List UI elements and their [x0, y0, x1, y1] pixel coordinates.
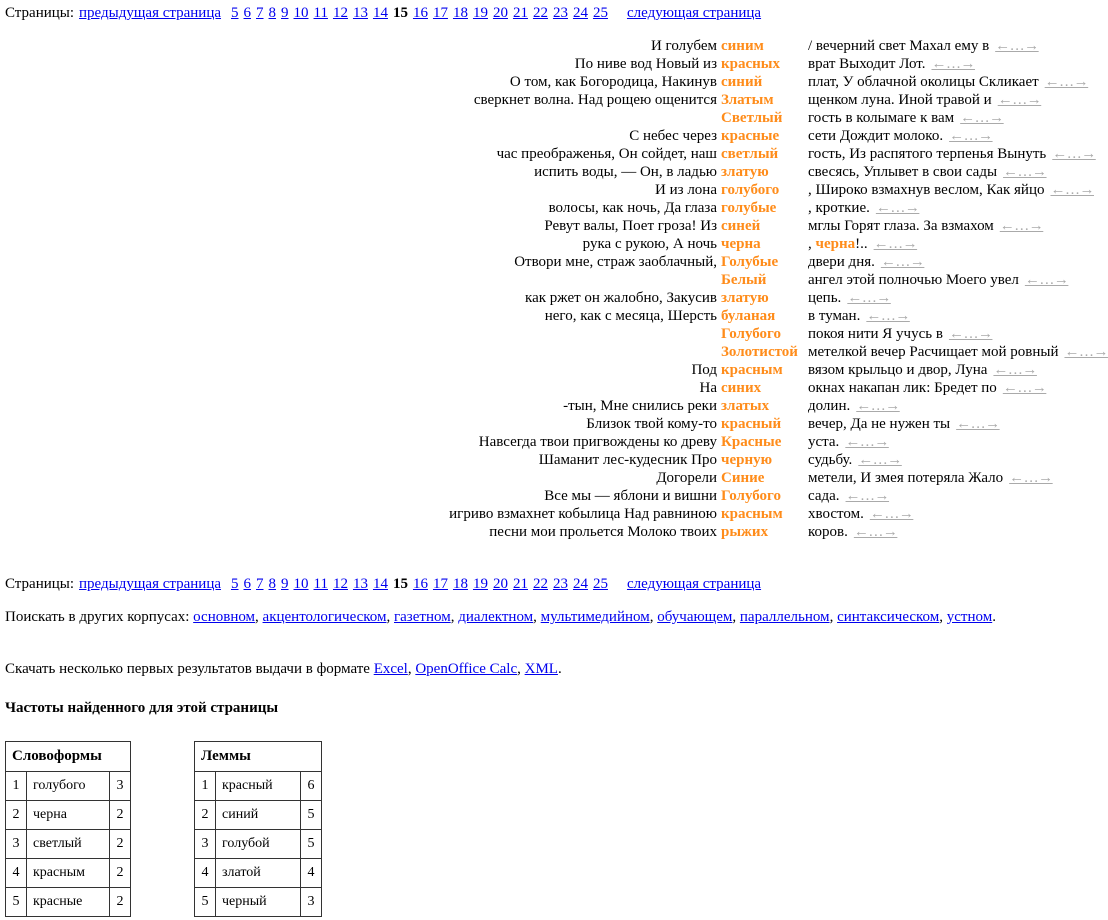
page-link-7[interactable]: 7	[256, 5, 264, 21]
right-context: свесясь, Уплывет в свои сады ←…→	[808, 164, 1047, 180]
download-format-link[interactable]: OpenOffice Calc	[415, 661, 518, 677]
expand-context-link[interactable]: ←…→	[845, 434, 889, 450]
left-context: Близок твой кому-то	[586, 416, 717, 432]
kwic-row	[0, 217, 1079, 235]
right-context: цепь. ←…→	[808, 290, 891, 306]
page-link-12[interactable]: 12	[332, 5, 348, 21]
count-cell: 6	[301, 772, 322, 801]
page-link-10[interactable]: 10	[293, 5, 309, 21]
frequency-title: Частоты найденного для этой страницы	[5, 700, 279, 716]
expand-context-link[interactable]: ←…→	[948, 326, 993, 342]
expand-context-link[interactable]: ←…→	[875, 200, 920, 216]
expand-context-link[interactable]: ←…→	[1003, 164, 1047, 180]
page-link-19[interactable]: 19	[472, 5, 488, 21]
keyword: златую	[721, 164, 769, 180]
right-context: двери дня. ←…→	[808, 254, 925, 270]
right-context: , черна!.. ←…→	[808, 236, 918, 252]
expand-context-link[interactable]: ←…→	[931, 56, 975, 72]
expand-context-link[interactable]: ←…→	[993, 362, 1037, 378]
kwic-row	[0, 181, 1094, 199]
other-corpora-label: Поискать в других корпусах:	[5, 609, 190, 625]
word-cell: светлый	[27, 830, 110, 859]
expand-context-link[interactable]: ←…→	[949, 128, 993, 144]
rank-cell: 2	[195, 801, 216, 830]
pager-label: Страницы:	[5, 5, 75, 21]
keyword: Голубые	[721, 254, 779, 270]
expand-context-link[interactable]: ←…→	[1064, 344, 1108, 360]
table-row	[6, 859, 131, 888]
table-row	[6, 772, 131, 801]
right-context: судьбу. ←…→	[808, 452, 902, 468]
page-link-6[interactable]: 6	[243, 5, 252, 21]
expand-context-link[interactable]: ←…→	[1002, 380, 1047, 396]
table-row	[6, 801, 131, 830]
rank-cell: 3	[195, 830, 216, 859]
keyword: красный	[721, 416, 782, 432]
kwic-row	[0, 199, 1079, 217]
keyword: красным	[721, 362, 783, 378]
expand-context-link[interactable]: ←…→	[873, 236, 918, 252]
left-context: И из лона	[655, 182, 717, 198]
page-link-10[interactable]: 10	[293, 576, 309, 592]
kwic-row	[0, 109, 1079, 127]
right-context: коров. ←…→	[808, 524, 898, 540]
right-context: уста. ←…→	[808, 434, 889, 450]
expand-context-link[interactable]: ←…→	[880, 254, 925, 270]
page-link-24[interactable]: 24	[572, 576, 588, 592]
word-cell: синий	[216, 801, 301, 830]
kwic-row	[0, 37, 1079, 55]
right-context: щенком луна. Иной травой и ←…→	[808, 92, 1042, 108]
keyword: Золотистой	[721, 344, 798, 360]
count-cell: 2	[110, 888, 131, 917]
rank-cell: 4	[6, 859, 27, 888]
left-context: Шаманит лес-кудесник Про	[538, 452, 717, 468]
page-link-14[interactable]: 14	[372, 5, 388, 21]
expand-context-link[interactable]: ←…→	[1024, 272, 1069, 288]
keyword: светлый	[721, 146, 779, 162]
kwic-row	[0, 271, 1079, 289]
page-link-22[interactable]: 22	[532, 576, 548, 592]
kwic-row	[0, 163, 1079, 181]
download-label: Скачать несколько первых результатов выдачи в формате	[5, 661, 370, 677]
page-link-13[interactable]: 13	[352, 5, 368, 21]
page-link-21[interactable]: 21	[512, 576, 528, 592]
keyword: златых	[721, 398, 770, 414]
page-link-19[interactable]: 19	[472, 576, 488, 592]
lemmas-header: Леммы	[195, 742, 322, 772]
expand-context-link[interactable]: ←…→	[869, 506, 914, 522]
count-cell: 5	[301, 801, 322, 830]
kwic-row	[0, 469, 1079, 487]
left-context: По ниве вод Новый из	[574, 56, 717, 72]
expand-context-link[interactable]: ←…→	[866, 308, 910, 324]
page-link-7[interactable]: 7	[256, 576, 264, 592]
word-cell: черна	[27, 801, 110, 830]
kwic-row	[0, 451, 1079, 469]
right-context: окнах накапан лик: Бредет по ←…→	[808, 380, 1047, 396]
page-link-20[interactable]: 20	[492, 576, 508, 592]
expand-context-link[interactable]: ←…→	[956, 416, 1000, 432]
right-context: плат, У облачной околицы Скликает ←…→	[808, 74, 1089, 90]
current-page: 15	[392, 576, 408, 592]
page-link-9[interactable]: 9	[281, 5, 289, 21]
count-cell: 2	[110, 859, 131, 888]
left-context: сверкнет волна. Над рощею ощенится	[473, 92, 717, 108]
kwic-row	[0, 487, 1079, 505]
expand-context-link[interactable]: ←…→	[847, 290, 891, 306]
rank-cell: 5	[6, 888, 27, 917]
word-cell: голубого	[27, 772, 110, 801]
page-link-18[interactable]: 18	[452, 5, 468, 21]
rank-cell: 2	[6, 801, 27, 830]
rank-cell: 5	[195, 888, 216, 917]
lemmas-table	[194, 741, 322, 917]
page-link-22[interactable]: 22	[532, 5, 548, 21]
count-cell: 4	[301, 859, 322, 888]
right-context: вязом крыльцо и двор, Луна ←…→	[808, 362, 1037, 378]
left-context: Догорели	[656, 470, 717, 486]
page-link-25[interactable]: 25	[592, 5, 608, 21]
keyword: голубого	[721, 182, 780, 198]
right-context: врат Выходит Лот. ←…→	[808, 56, 975, 72]
right-context: хвостом. ←…→	[808, 506, 914, 522]
page-link-9[interactable]: 9	[281, 576, 289, 592]
table-row	[6, 830, 131, 859]
rank-cell: 1	[6, 772, 27, 801]
keyword: голубые	[721, 200, 777, 216]
right-context: / вечерний свет Махал ему в ←…→	[808, 38, 1039, 54]
page-link-17[interactable]: 17	[432, 5, 448, 21]
right-context: сети Дождит молоко. ←…→	[808, 128, 993, 144]
page-link-14[interactable]: 14	[372, 576, 388, 592]
page-link-8[interactable]: 8	[268, 576, 277, 592]
prev-page-link[interactable]: предыдущая страница	[79, 576, 222, 592]
rank-cell: 1	[195, 772, 216, 801]
pager-top	[5, 4, 761, 22]
right-context: долин. ←…→	[808, 398, 900, 414]
corpus-link[interactable]: основном	[193, 609, 256, 625]
expand-context-link[interactable]: ←…→	[853, 524, 898, 540]
word-cell: златой	[216, 859, 301, 888]
page-link-5[interactable]: 5	[231, 5, 239, 21]
kwic-row	[0, 91, 1079, 109]
kwic-row	[0, 343, 1108, 361]
pager-bottom	[5, 575, 761, 593]
keyword: синих	[721, 380, 762, 396]
download-format-link[interactable]: Excel	[373, 661, 408, 677]
keyword: красные	[721, 128, 780, 144]
corpus-link[interactable]: мультимедийном	[540, 609, 650, 625]
expand-context-link[interactable]: ←…→	[845, 488, 890, 504]
count-cell: 3	[110, 772, 131, 801]
table-row	[195, 859, 322, 888]
download-format-link[interactable]: XML	[524, 661, 558, 677]
count-cell: 3	[301, 888, 322, 917]
right-context: ангел этой полночью Моего увел ←…→	[808, 272, 1069, 288]
corpus-link[interactable]: параллельном	[739, 609, 830, 625]
kwic-row	[0, 523, 1079, 541]
right-context: гость, Из распятого терпенья Вынуть ←…→	[808, 146, 1096, 162]
kwic-row	[0, 505, 1079, 523]
table-row	[195, 888, 322, 917]
word-cell: красный	[216, 772, 301, 801]
left-context: рука с рукою, А ночь	[582, 236, 717, 252]
prev-page-link[interactable]: предыдущая страница	[79, 5, 222, 21]
keyword: Голубого	[721, 326, 781, 342]
rank-cell: 3	[6, 830, 27, 859]
kwic-row	[0, 235, 1079, 253]
keyword: синей	[721, 218, 761, 234]
page-link-11[interactable]: 11	[313, 576, 328, 592]
keyword: Златым	[721, 92, 774, 108]
expand-context-link[interactable]: ←…→	[1050, 182, 1094, 198]
left-context: час преображенья, Он сойдет, наш	[496, 146, 717, 162]
page-link-23[interactable]: 23	[552, 5, 568, 21]
expand-context-link[interactable]: ←…→	[858, 452, 902, 468]
word-cell: красным	[27, 859, 110, 888]
left-context: Ревут валы, Поет гроза! Из	[544, 218, 717, 234]
kwic-row	[0, 379, 1079, 397]
keyword: Белый	[721, 272, 767, 288]
kwic-row	[0, 73, 1089, 91]
right-context: в туман. ←…→	[808, 308, 910, 324]
left-context: испить воды, — Он, в ладью	[534, 164, 717, 180]
table-row	[195, 830, 322, 859]
left-context: как ржет он жалобно, Закусив	[525, 290, 717, 306]
page-link-21[interactable]: 21	[512, 5, 528, 21]
page-link-18[interactable]: 18	[452, 576, 468, 592]
keyword: синим	[721, 38, 764, 54]
expand-context-link[interactable]: ←…→	[960, 110, 1004, 126]
keyword: Синие	[721, 470, 765, 486]
left-context: Под	[691, 362, 717, 378]
keyword: Светлый	[721, 110, 783, 126]
keyword: Красные	[721, 434, 782, 450]
right-context: вечер, Да не нужен ты ←…→	[808, 416, 1000, 432]
word-cell: красные	[27, 888, 110, 917]
right-context: покоя нити Я учусь в ←…→	[808, 326, 993, 342]
pager-label: Страницы:	[5, 576, 75, 592]
keyword: красных	[721, 56, 780, 72]
corpus-link[interactable]: обучающем	[657, 609, 733, 625]
count-cell: 2	[110, 830, 131, 859]
table-row	[6, 888, 131, 917]
page-link-17[interactable]: 17	[432, 576, 448, 592]
kwic-row	[0, 127, 1079, 145]
page-link-16[interactable]: 16	[412, 576, 428, 592]
page-link-24[interactable]: 24	[572, 5, 588, 21]
page-link-20[interactable]: 20	[492, 5, 508, 21]
left-context: Навсегда твои пригвождены ко древу	[478, 434, 717, 450]
page-link-23[interactable]: 23	[552, 576, 568, 592]
wordforms-header: Словоформы	[6, 742, 131, 772]
kwic-row	[0, 433, 1079, 451]
current-page: 15	[392, 5, 408, 21]
right-context: , Широко взмахнув веслом, Как яйцо ←…→	[808, 182, 1094, 198]
page-link-6[interactable]: 6	[243, 576, 252, 592]
keyword: черную	[721, 452, 773, 468]
right-context: гость в колымаге к вам ←…→	[808, 110, 1004, 126]
expand-context-link[interactable]: ←…→	[997, 92, 1042, 108]
left-context: него, как с месяца, Шерсть	[544, 308, 717, 324]
left-context: Отвори мне, страж заоблачный,	[514, 254, 717, 270]
right-context: мглы Горят глаза. За взмахом ←…→	[808, 218, 1044, 234]
keyword-inline: черна	[815, 236, 856, 252]
expand-context-link[interactable]: ←…→	[1044, 74, 1089, 90]
left-context: На	[699, 380, 717, 396]
right-context: сада. ←…→	[808, 488, 890, 504]
table-row	[195, 772, 322, 801]
kwic-row	[0, 361, 1079, 379]
keyword: Голубого	[721, 488, 781, 504]
keyword: красным	[721, 506, 783, 522]
kwic-row	[0, 307, 1079, 325]
corpus-link[interactable]: газетном	[394, 609, 451, 625]
other-corpora: Поискать в других корпусах: основном, акцентологическом, газетном, диалектном, мультимедийном, обучающем, параллельном, синтаксическом, устном.	[5, 609, 996, 625]
left-context: С небес через	[629, 128, 717, 144]
expand-context-link[interactable]: ←…→	[1052, 146, 1096, 162]
left-context: волосы, как ночь, Да глаза	[548, 200, 717, 216]
right-context: , кроткие. ←…→	[808, 200, 920, 216]
table-row	[195, 801, 322, 830]
next-page-link[interactable]: следующая страница	[626, 5, 762, 21]
concordance-results	[0, 37, 1108, 541]
left-context: И голубем	[650, 38, 717, 54]
left-context: О том, как Богородица, Накинув	[509, 74, 717, 90]
word-cell: голубой	[216, 830, 301, 859]
count-cell: 2	[110, 801, 131, 830]
kwic-row	[0, 325, 1079, 343]
rank-cell: 4	[195, 859, 216, 888]
expand-context-link[interactable]: ←…→	[856, 398, 900, 414]
page-link-8[interactable]: 8	[268, 5, 277, 21]
keyword: златую	[721, 290, 769, 306]
left-context: Все мы — яблони и вишни	[544, 488, 717, 504]
word-cell: черный	[216, 888, 301, 917]
page-link-5[interactable]: 5	[231, 576, 239, 592]
download-line: Скачать несколько первых результатов выдачи в формате Excel, OpenOffice Calc, XML.	[5, 661, 562, 677]
page-link-16[interactable]: 16	[412, 5, 428, 21]
corpus-link[interactable]: диалектном	[458, 609, 534, 625]
expand-context-link[interactable]: ←…→	[995, 38, 1039, 54]
right-context: метелкой вечер Расчищает мой ровный ←…→	[808, 344, 1108, 360]
next-page-link[interactable]: следующая страница	[626, 576, 762, 592]
kwic-row	[0, 55, 1079, 73]
keyword: черна	[721, 236, 761, 252]
page-link-11[interactable]: 11	[313, 5, 328, 21]
keyword: синий	[721, 74, 763, 90]
left-context: песни мои прольется Молоко твоих	[489, 524, 717, 540]
count-cell: 5	[301, 830, 322, 859]
page-link-25[interactable]: 25	[592, 576, 608, 592]
wordforms-table	[5, 741, 131, 917]
kwic-row	[0, 415, 1079, 433]
kwic-row	[0, 397, 1079, 415]
kwic-row	[0, 145, 1096, 163]
keyword: буланая	[721, 308, 776, 324]
page-link-13[interactable]: 13	[352, 576, 368, 592]
keyword: рыжих	[721, 524, 769, 540]
expand-context-link[interactable]: ←…→	[999, 218, 1044, 234]
page-link-12[interactable]: 12	[332, 576, 348, 592]
corpus-link[interactable]: устном	[946, 609, 993, 625]
kwic-row	[0, 253, 1079, 271]
expand-context-link[interactable]: ←…→	[1009, 470, 1053, 486]
left-context: игриво взмахнет кобылица Над равниною	[449, 506, 717, 522]
corpus-link[interactable]: синтаксическом	[837, 609, 940, 625]
right-context: метели, И змея потеряла Жало ←…→	[808, 470, 1053, 486]
left-context: -тын, Мне снились реки	[563, 398, 717, 414]
kwic-row	[0, 289, 1079, 307]
corpus-link[interactable]: акцентологическом	[262, 609, 387, 625]
